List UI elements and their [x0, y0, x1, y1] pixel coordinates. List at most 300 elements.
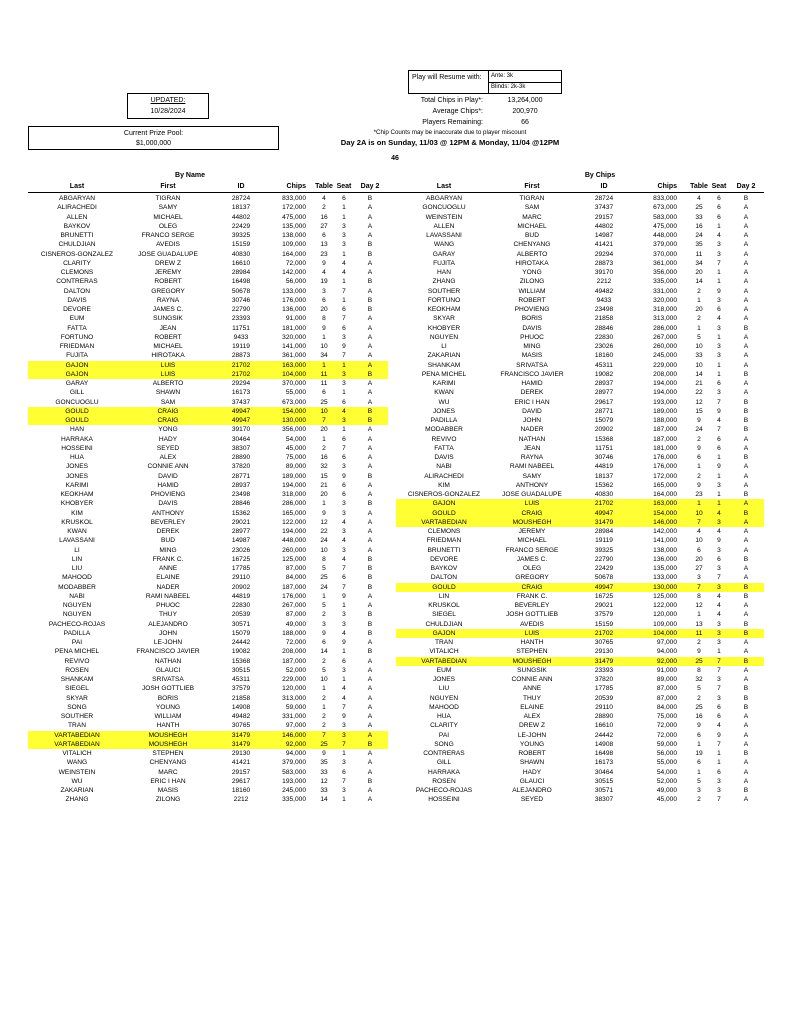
cell-first: YONG [158, 426, 178, 434]
cell-day2: B [367, 574, 373, 582]
table-row [0, 333, 791, 342]
cell-first: WILLIAM [154, 713, 182, 720]
cell-day2: A [367, 454, 373, 461]
cell-chips: 673,000 [282, 398, 306, 406]
cell-table: 13 [320, 241, 328, 249]
cell-table: 10 [695, 509, 703, 517]
cell-seat: 4 [717, 611, 721, 619]
cell-seat: 4 [342, 685, 346, 693]
cell-day2: B [367, 296, 373, 304]
cell-id: 18160 [594, 352, 614, 360]
cell-last: CLARITY [63, 259, 91, 267]
cell-seat: 1 [717, 648, 721, 656]
cell-last: DAVIS [67, 296, 87, 304]
cell-seat: 3 [717, 250, 721, 258]
cell-table: 32 [320, 463, 328, 471]
cell-day2: B [743, 398, 749, 406]
cell-chips: 91,000 [656, 666, 677, 674]
cell-table: 2 [322, 444, 326, 452]
cell-day2: A [743, 639, 749, 646]
cell-table: 2 [322, 722, 326, 730]
table-row [0, 758, 791, 767]
cell-day2: B [367, 195, 373, 202]
cell-chips: 331,000 [653, 287, 677, 295]
cell-first: MARC [158, 768, 178, 776]
cell-first: CRAIG [157, 407, 179, 415]
cell-first: ALEJANDRO [512, 787, 552, 794]
cell-last: SIEGEL [65, 685, 89, 693]
cell-first: CONNIE ANN [511, 676, 553, 683]
cell-id: 45311 [595, 361, 613, 369]
cell-table: 1 [697, 740, 701, 748]
left-col-header-first: First [160, 183, 176, 190]
cell-table: 33 [695, 352, 703, 360]
cell-chips: 59,000 [656, 740, 677, 748]
cell-id: 24442 [594, 731, 614, 739]
cell-id: 18160 [231, 787, 251, 794]
cell-first: MASIS [521, 352, 543, 360]
cell-id: 29157 [594, 213, 614, 221]
cell-day2: A [743, 343, 749, 350]
cell-chips: 188,000 [653, 417, 677, 424]
cell-table: 2 [322, 611, 326, 619]
cell-seat: 6 [717, 768, 721, 776]
cell-id: 16725 [594, 592, 614, 600]
cell-seat: 4 [717, 509, 721, 517]
cell-day2: A [367, 213, 373, 221]
cell-first: BUD [525, 232, 539, 239]
cell-day2: A [743, 472, 749, 480]
table-row [0, 268, 791, 277]
cell-table: 24 [695, 426, 703, 434]
cell-table: 2 [697, 435, 701, 443]
cell-seat: 7 [342, 287, 346, 295]
cell-chips: 194,000 [653, 380, 677, 387]
cell-chips: 125,000 [282, 555, 306, 563]
table-row [0, 194, 791, 203]
cell-id: 38307 [594, 796, 614, 804]
cell-seat: 3 [342, 222, 346, 230]
cell-table: 23 [695, 491, 703, 498]
cell-day2: A [743, 259, 749, 267]
table-row [0, 259, 791, 268]
cell-chips: 475,000 [653, 222, 677, 230]
cell-seat: 9 [717, 463, 721, 471]
cell-id: 23393 [594, 666, 614, 674]
cell-last: DAVIS [434, 454, 454, 461]
cell-seat: 3 [342, 611, 346, 619]
cell-table: 4 [322, 195, 326, 202]
table-row [0, 462, 791, 471]
cell-chips: 142,000 [653, 528, 677, 535]
cell-chips: 94,000 [285, 750, 306, 757]
cell-table: 24 [320, 537, 328, 545]
cell-chips: 142,000 [282, 269, 306, 276]
cell-seat: 7 [342, 315, 346, 323]
cell-first: JOSE GUADALUPE [138, 250, 198, 258]
table-row [0, 444, 791, 453]
cell-id: 31479 [594, 518, 614, 526]
cell-id: 15362 [231, 509, 251, 517]
cell-day2: B [367, 648, 373, 656]
cell-last: GAJON [65, 370, 89, 378]
cell-id: 49482 [231, 713, 251, 720]
cell-last: ROSEN [65, 666, 89, 674]
cell-id: 19119 [232, 343, 250, 350]
cell-day2: A [743, 222, 749, 230]
cell-seat: 6 [342, 454, 346, 461]
cell-seat: 4 [717, 528, 721, 535]
table-row [0, 231, 791, 240]
cell-seat: 3 [717, 565, 721, 572]
cell-day2: A [743, 740, 749, 748]
cell-day2: A [743, 444, 749, 452]
cell-table: 32 [695, 676, 703, 683]
cell-first: BORIS [157, 694, 179, 702]
table-row [0, 509, 791, 518]
cell-id: 16610 [231, 259, 251, 267]
cell-id: 40830 [594, 491, 614, 498]
cell-seat: 7 [717, 740, 721, 748]
cell-id: 21858 [231, 694, 251, 702]
cell-id: 28873 [231, 352, 251, 360]
cell-last: LI [441, 343, 447, 350]
cell-last: ALIRACHEDI [57, 204, 97, 212]
cell-id: 29294 [594, 250, 614, 258]
cell-seat: 6 [342, 435, 346, 443]
cell-chips: 104,000 [653, 629, 677, 637]
table-row [0, 564, 791, 573]
cell-table: 1 [322, 685, 326, 693]
cell-last: ABGARYAN [58, 195, 96, 202]
cell-id: 21702 [594, 629, 614, 637]
cell-seat: 6 [717, 435, 721, 443]
table-row [0, 592, 791, 601]
table-row [0, 583, 791, 592]
total-chips-value: 13,264,000 [507, 97, 543, 104]
cell-last: FRIEDMAN [59, 343, 95, 350]
cell-id: 29130 [594, 648, 614, 656]
cell-id: 15079 [594, 417, 614, 424]
cell-chips: 146,000 [282, 731, 306, 739]
cell-id: 49947 [594, 583, 614, 591]
cell-last: FUJITA [433, 259, 455, 267]
cell-chips: 361,000 [653, 259, 677, 267]
cell-table: 14 [695, 278, 703, 286]
cell-chips: 75,000 [656, 713, 677, 720]
cell-day2: A [367, 398, 373, 406]
cell-first: LUIS [524, 500, 540, 508]
cell-chips: 87,000 [656, 685, 677, 693]
cell-day2: A [743, 602, 749, 609]
cell-table: 16 [320, 454, 328, 461]
cell-last: ROSEN [432, 777, 456, 785]
cell-first: DREW Z [518, 722, 545, 730]
cell-first: SHAWN [519, 759, 545, 767]
cell-chips: 122,000 [282, 518, 306, 526]
cell-day2: B [367, 611, 373, 619]
cell-id: 15079 [231, 629, 251, 637]
cell-seat: 3 [717, 324, 721, 332]
cell-chips: 229,000 [653, 361, 677, 369]
cell-id: 37437 [594, 204, 614, 212]
cell-first: ELAINE [156, 574, 180, 582]
cell-chips: 318,000 [653, 306, 677, 313]
cell-table: 6 [322, 296, 326, 304]
cell-chips: 125,000 [653, 592, 677, 600]
cell-last: BAYKOV [63, 222, 91, 230]
cell-day2: A [367, 546, 373, 554]
cell-seat: 1 [717, 750, 721, 757]
cell-chips: 72,000 [656, 731, 677, 739]
cell-chips: 379,000 [653, 241, 677, 249]
cell-seat: 3 [717, 343, 721, 350]
cell-id: 9433 [233, 333, 249, 341]
cell-last: SHANKAM [427, 361, 461, 369]
cell-chips: 163,000 [282, 361, 306, 369]
cell-last: HUA [70, 454, 84, 461]
cell-seat: 1 [342, 648, 346, 656]
cell-seat: 1 [717, 370, 721, 378]
cell-table: 11 [695, 629, 703, 637]
cell-seat: 3 [342, 463, 346, 471]
cell-day2: A [743, 250, 749, 258]
cell-chips: 370,000 [653, 250, 677, 258]
cell-chips: 172,000 [653, 472, 677, 480]
cell-day2: B [743, 750, 749, 757]
cell-table: 2 [322, 713, 326, 720]
cell-first: JAMES C. [516, 555, 548, 563]
cell-first: ERIC I HAN [514, 398, 550, 406]
cell-last: NGUYEN [62, 602, 92, 609]
cell-table: 4 [697, 195, 701, 202]
cell-day2: B [743, 417, 749, 424]
cell-seat: 3 [717, 777, 721, 785]
cell-first: FRANK C. [152, 555, 184, 563]
cell-id: 39170 [594, 269, 614, 276]
cell-chips: 229,000 [282, 676, 306, 683]
cell-last: ALLEN [433, 222, 455, 230]
prize-pool-label: Current Prize Pool: [123, 130, 184, 137]
prize-pool-box [28, 126, 279, 150]
table-row [0, 296, 791, 305]
cell-table: 16 [695, 713, 703, 720]
cell-day2: A [367, 269, 373, 276]
cell-table: 8 [322, 555, 326, 563]
cell-id: 30571 [231, 620, 251, 628]
cell-first: DEREK [156, 528, 180, 535]
cell-first: NATHAN [518, 435, 546, 443]
cell-seat: 9 [342, 472, 346, 480]
cell-last: LI [74, 546, 80, 554]
cell-first: NADER [156, 583, 180, 591]
cell-table: 25 [695, 703, 703, 711]
table-row [0, 795, 791, 804]
cell-first: YOUNG [155, 703, 181, 711]
table-row [0, 277, 791, 286]
cell-first: BUD [161, 537, 175, 545]
cell-first: MING [159, 546, 177, 554]
cell-chips: 56,000 [285, 278, 306, 286]
cell-day2: A [367, 324, 373, 332]
cell-id: 20539 [231, 611, 251, 619]
cell-last: NABI [69, 592, 85, 600]
cell-seat: 3 [717, 639, 721, 646]
cell-chips: 164,000 [653, 491, 677, 498]
cell-seat: 9 [342, 592, 346, 600]
cell-id: 39325 [594, 546, 614, 554]
cell-first: MASIS [157, 787, 179, 794]
cell-chips: 54,000 [285, 435, 306, 443]
cell-chips: 356,000 [282, 426, 306, 434]
cell-table: 4 [322, 269, 326, 276]
cell-last: ZHANG [65, 796, 89, 804]
cell-chips: 194,000 [653, 389, 677, 397]
cell-first: JEREMY [518, 528, 546, 535]
cell-seat: 3 [342, 380, 346, 387]
cell-day2: A [743, 759, 749, 767]
cell-last: CONTRERAS [423, 750, 465, 757]
cell-chips: 245,000 [653, 352, 677, 360]
cell-table: 21 [320, 481, 328, 489]
table-row [0, 425, 791, 434]
cell-day2: A [743, 389, 749, 397]
cell-id: 40830 [231, 250, 251, 258]
cell-last: GILL [69, 389, 85, 397]
cell-chips: 583,000 [653, 213, 677, 221]
cell-last: GONCUOGLU [55, 398, 99, 406]
table-row [0, 453, 791, 462]
table-row [0, 416, 791, 425]
cell-table: 7 [322, 417, 326, 424]
cell-table: 1 [322, 500, 326, 508]
cell-chips: 87,000 [285, 611, 306, 619]
cell-chips: 133,000 [282, 287, 306, 295]
cell-last: ZHANG [432, 278, 456, 286]
table-row [0, 518, 791, 527]
cell-last: KARIMI [65, 481, 89, 489]
cell-id: 28724 [231, 195, 251, 202]
cell-table: 1 [697, 611, 701, 619]
cell-seat: 6 [717, 204, 721, 212]
cell-day2: A [743, 435, 749, 443]
cell-last: HUA [437, 713, 451, 720]
cell-day2: A [743, 731, 749, 739]
cell-id: 28984 [231, 269, 251, 276]
table-row [0, 314, 791, 323]
table-row [0, 546, 791, 555]
cell-chips: 130,000 [653, 583, 677, 591]
cell-chips: 130,000 [282, 417, 306, 424]
cell-day2: A [743, 546, 749, 554]
cell-chips: 120,000 [653, 611, 677, 619]
cell-chips: 141,000 [653, 537, 677, 545]
cell-chips: 245,000 [282, 787, 306, 794]
cell-seat: 1 [717, 759, 721, 767]
cell-first: GLAUCI [519, 777, 545, 785]
cell-id: 14908 [594, 740, 614, 748]
cell-day2: A [367, 259, 373, 267]
cell-day2: B [367, 241, 373, 249]
table-row [0, 694, 791, 703]
cell-id: 49947 [594, 509, 614, 517]
cell-last: GARAY [432, 250, 456, 258]
cell-last: KRUSKOL [428, 602, 460, 609]
cell-chips: 187,000 [282, 583, 306, 591]
cell-chips: 260,000 [653, 343, 677, 350]
cell-seat: 4 [342, 629, 346, 637]
cell-chips: 122,000 [653, 602, 677, 609]
cell-table: 12 [320, 518, 328, 526]
cell-chips: 136,000 [653, 555, 677, 563]
table-row [0, 666, 791, 675]
cell-last: CISNEROS-GONZALEZ [40, 250, 114, 258]
table-row [0, 555, 791, 564]
resume-label: Play will Resume with: [412, 74, 482, 81]
cell-table: 27 [320, 222, 328, 230]
cell-id: 16173 [231, 389, 251, 397]
cell-table: 14 [320, 796, 328, 804]
cell-day2: B [367, 370, 373, 378]
cell-day2: B [743, 592, 749, 600]
cell-table: 3 [697, 787, 701, 794]
cell-id: 21702 [594, 500, 614, 508]
cell-id: 28937 [231, 481, 251, 489]
cell-seat: 7 [717, 796, 721, 804]
cell-day2: A [743, 333, 749, 341]
cell-id: 49947 [231, 407, 251, 415]
cell-day2: A [367, 768, 373, 776]
cell-table: 25 [695, 657, 703, 665]
cell-id: 15362 [594, 481, 614, 489]
cell-chips: 673,000 [653, 204, 677, 212]
cell-id: 22429 [594, 565, 614, 572]
cell-last: PACHECO-ROJAS [48, 620, 106, 628]
cell-id: 23026 [231, 546, 251, 554]
cell-id: 29021 [231, 518, 251, 526]
cell-seat: 1 [717, 278, 721, 286]
cell-day2: B [743, 703, 749, 711]
cell-id: 28977 [231, 528, 251, 535]
cell-chips: 104,000 [282, 370, 306, 378]
cell-table: 25 [320, 398, 328, 406]
table-row [0, 629, 791, 638]
cell-first: JEAN [523, 444, 541, 452]
cell-first: DAVID [522, 407, 542, 415]
cell-day2: A [367, 491, 373, 498]
cell-id: 29130 [231, 750, 251, 757]
cell-seat: 3 [342, 232, 346, 239]
cell-last: HARRAKA [428, 768, 460, 776]
cell-table: 9 [322, 324, 326, 332]
cell-table: 20 [695, 269, 703, 276]
cell-table: 6 [697, 546, 701, 554]
cell-chips: 172,000 [282, 204, 306, 212]
cell-table: 25 [320, 574, 328, 582]
cell-seat: 3 [717, 694, 721, 702]
cell-table: 10 [695, 361, 703, 369]
right-col-header-table: Table [690, 183, 708, 190]
cell-chips: 87,000 [285, 565, 306, 572]
cell-first: ANTHONY [151, 509, 185, 517]
cell-table: 9 [697, 722, 701, 730]
table-row [0, 499, 791, 508]
cell-chips: 176,000 [653, 454, 677, 461]
cell-seat: 7 [717, 666, 721, 674]
cell-last: ALIRACHEDI [424, 472, 464, 480]
cell-chips: 154,000 [282, 407, 306, 415]
table-row [0, 610, 791, 619]
